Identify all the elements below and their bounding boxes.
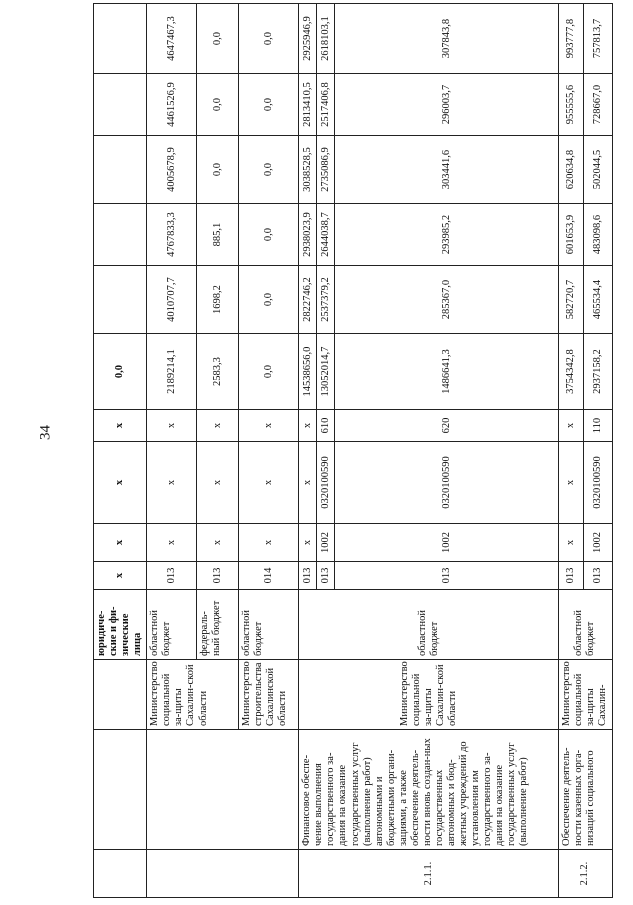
value-year: 465534,4 [584,266,612,334]
value-year: 303441,6 [335,136,559,204]
grbs-code: 013 [147,562,197,590]
rz-code: 1002 [317,524,335,562]
table-row [147,4,197,898]
funding-source: областной бюджет [299,590,559,660]
vr-code: 620 [335,410,559,442]
value-year: 502044,5 [584,136,612,204]
value-year: 955555,6 [559,74,584,136]
rz-code: х [147,524,197,562]
value-year: 2517406,8 [317,74,335,136]
grbs-code: 013 [335,562,559,590]
vr-code: х [147,410,197,442]
value-year: 0,0 [239,266,299,334]
csr-code: 0320100590 [317,442,335,524]
header-rz: х [94,524,147,562]
vr-code: х [299,410,317,442]
executor: Министерство социальной за-щиты Сахалин- [559,660,612,730]
value-year: 2938023,9 [299,204,317,266]
budget-table [93,3,613,898]
value-year: 0,0 [239,136,299,204]
value-year: 0,0 [239,204,299,266]
value-total: 2937158,2 [584,334,612,410]
funding-source: областной бюджет [239,590,299,660]
grbs-code: 013 [559,562,584,590]
vr-code: х [239,410,299,442]
grbs-code: 013 [197,562,239,590]
rz-code: х [239,524,299,562]
value-year: 4647467,3 [147,4,197,74]
table-row [94,4,147,898]
value-year: 307843,8 [335,4,559,74]
value-year: 993777,8 [559,4,584,74]
value-year: 620634,8 [559,136,584,204]
header-total: 0,0 [94,334,147,410]
empty-cell [94,204,147,266]
rz-code: 1002 [584,524,612,562]
csr-code: х [299,442,317,524]
funding-source: областной бюджет [559,590,612,660]
value-year: 296003,7 [335,74,559,136]
executor: Министерство социальной за-щиты Сахалин-ской области [147,660,239,730]
empty-cell [94,136,147,204]
value-year: 4767833,3 [147,204,197,266]
value-year: 293985,2 [335,204,559,266]
value-year: 285367,0 [335,266,559,334]
empty-cell [94,730,147,850]
header-grbs: х [94,562,147,590]
rz-code: х [197,524,239,562]
value-year: 4010707,7 [147,266,197,334]
funding-source: областной бюджет [147,590,197,660]
vr-code: х [197,410,239,442]
value-year: 2813410,5 [299,74,317,136]
empty-cell [94,266,147,334]
executor: Министерство строительства Сахалинской области [239,660,299,730]
value-year: 0,0 [197,74,239,136]
item-name: Финансовое обеспе-чение выполнения государственного за-дания на оказание государственных услуг (выполнение работ) автономными и бюджетными органи-зациями, а также обеспечение деятель-ности вновь создан-ных государственных автономных и бюд-жетных учреждений до установления им государственного за-дания на оказание государственных услуг (выполнение работ) [299,730,559,850]
rz-code: 1002 [335,524,559,562]
value-year: 2618103,1 [317,4,335,74]
value-total: 2583,3 [197,334,239,410]
value-year: 2735086,9 [317,136,335,204]
value-year: 601653,9 [559,204,584,266]
value-year: 2644038,7 [317,204,335,266]
budget-table-region [93,14,609,898]
csr-code: х [197,442,239,524]
rz-code: х [559,524,584,562]
value-year: 0,0 [197,4,239,74]
vr-code: 610 [317,410,335,442]
value-year: 1698,2 [197,266,239,334]
empty-cell [147,730,299,850]
value-year: 483098,6 [584,204,612,266]
value-total: 2189214,1 [147,334,197,410]
csr-code: х [147,442,197,524]
csr-code: 0320100590 [584,442,612,524]
value-total: 0,0 [239,334,299,410]
value-year: 728667,0 [584,74,612,136]
empty-cell [147,850,299,898]
value-year: 4005678,9 [147,136,197,204]
value-total: 1486641,3 [335,334,559,410]
item-number: 2.1.1. [299,850,559,898]
recipient-label: юридиче-ские и фи-зические лица [94,590,147,660]
value-total: 3754342,8 [559,334,584,410]
csr-code: х [239,442,299,524]
value-year: 0,0 [239,4,299,74]
vr-code: 110 [584,410,612,442]
rotated-table-container [93,14,609,898]
value-total: 14538656,0 [299,334,317,410]
funding-source: федераль-ный бюджет [197,590,239,660]
header-vr: х [94,410,147,442]
value-year: 2537379,2 [317,266,335,334]
value-year: 0,0 [239,74,299,136]
table-row [559,4,584,898]
grbs-code: 014 [239,562,299,590]
value-year: 885,1 [197,204,239,266]
value-year: 4461526,9 [147,74,197,136]
value-year: 3038528,5 [299,136,317,204]
grbs-code: 013 [584,562,612,590]
value-year: 0,0 [197,136,239,204]
empty-cell [94,660,147,730]
csr-code: 0320100590 [335,442,559,524]
csr-code: х [559,442,584,524]
empty-cell [94,74,147,136]
page-number: 34 [37,425,54,440]
empty-cell [94,4,147,74]
value-year: 757813,7 [584,4,612,74]
item-number: 2.1.2. [559,850,612,898]
grbs-code: 013 [317,562,335,590]
item-name: Обеспечение деятель-ности казенных орга-низаций социального [559,730,612,850]
vr-code: х [559,410,584,442]
grbs-code: 013 [299,562,317,590]
value-total: 13052014,7 [317,334,335,410]
value-year: 582720,7 [559,266,584,334]
rz-code: х [299,524,317,562]
header-csr: х [94,442,147,524]
value-year: 2925946,9 [299,4,317,74]
table-row [299,4,317,898]
empty-cell [94,850,147,898]
executor: Министерство социальной за-щиты Сахалин-ской области [299,660,559,730]
value-year: 2822746,2 [299,266,317,334]
